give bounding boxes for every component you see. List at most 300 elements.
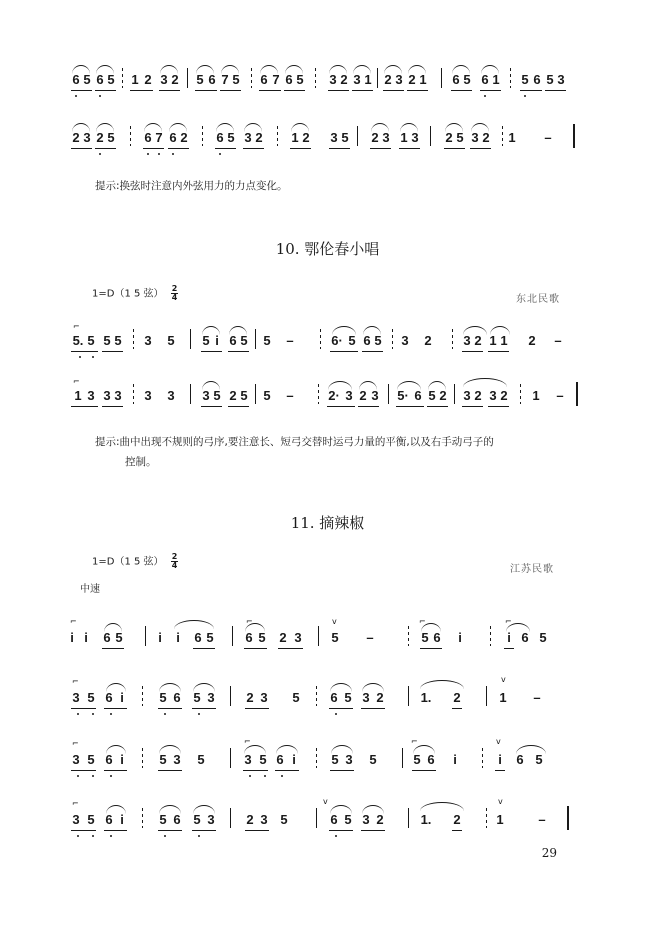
note: 6	[144, 130, 152, 145]
beam-underline	[244, 648, 267, 649]
beam-underline	[220, 90, 241, 91]
slur	[408, 65, 426, 74]
slur	[106, 683, 126, 692]
bar-line	[255, 329, 256, 349]
note: 2	[384, 72, 392, 87]
note: 5	[87, 812, 95, 827]
slur	[463, 378, 507, 387]
low-octave-dot	[99, 153, 101, 155]
slur	[331, 745, 353, 754]
low-octave-dot	[164, 713, 166, 715]
low-octave-dot	[77, 835, 79, 837]
note: 5	[159, 752, 167, 767]
note: 2	[482, 130, 490, 145]
beam-underline	[327, 406, 355, 407]
bar-line	[486, 686, 487, 706]
low-octave-dot	[524, 95, 526, 97]
beam-underline	[245, 708, 269, 709]
bar-line	[133, 329, 134, 349]
beam-underline	[95, 90, 116, 91]
slur	[291, 123, 309, 132]
note: 3	[87, 388, 95, 403]
low-octave-dot	[75, 95, 77, 97]
beam-underline	[444, 148, 465, 149]
bar-line	[377, 68, 378, 88]
note: 5	[539, 630, 547, 645]
bar-line	[232, 626, 233, 646]
note: –	[554, 333, 562, 348]
slur	[330, 683, 352, 692]
bar-line	[430, 126, 431, 146]
bar-line	[230, 686, 231, 706]
note: 6	[216, 130, 224, 145]
slur	[329, 65, 347, 74]
note: 5	[83, 72, 91, 87]
note: –	[533, 690, 541, 705]
note: 5	[193, 812, 201, 827]
bar-line	[482, 748, 483, 768]
note: 6	[285, 72, 293, 87]
note: 3	[72, 690, 80, 705]
low-octave-dot	[110, 775, 112, 777]
note: 3	[244, 752, 252, 767]
note: 5	[107, 130, 115, 145]
bar-line	[315, 68, 316, 88]
bowing-mark: ⌐	[246, 617, 253, 626]
final-bar-line	[567, 806, 569, 830]
slur	[400, 123, 418, 132]
beam-underline	[480, 90, 501, 91]
note: 6	[103, 630, 111, 645]
bar-line	[318, 384, 319, 404]
beam-underline	[488, 351, 509, 352]
beam-underline	[71, 770, 96, 771]
note: i	[158, 630, 162, 645]
slur	[144, 123, 162, 132]
note: i	[292, 752, 296, 767]
bowing-mark: ⌐	[72, 799, 79, 808]
bar-line	[318, 626, 319, 646]
beam-underline	[504, 648, 514, 649]
slur	[216, 123, 234, 132]
song-title: 11. 摘辣椒	[290, 514, 365, 532]
note: 6	[105, 690, 113, 705]
slur	[169, 123, 187, 132]
low-octave-dot	[147, 153, 149, 155]
beam-underline	[228, 351, 249, 352]
slur	[244, 123, 262, 132]
beam-underline	[330, 351, 358, 352]
note: 3	[329, 72, 337, 87]
beam-underline	[488, 406, 509, 407]
slur	[196, 65, 214, 74]
beam-underline	[158, 708, 182, 709]
bar-line	[230, 748, 231, 768]
note: 2	[180, 130, 188, 145]
note: 3	[202, 388, 210, 403]
slur	[229, 326, 247, 335]
note: 2	[302, 130, 310, 145]
bowing-mark: ⌐	[70, 617, 77, 626]
note: 3	[557, 72, 565, 87]
note: –	[286, 333, 294, 348]
note: 5	[115, 630, 123, 645]
note: 3	[382, 130, 390, 145]
bar-line	[187, 68, 188, 88]
low-octave-dot	[77, 775, 79, 777]
beam-underline	[168, 148, 189, 149]
up-bow-mark: v	[501, 675, 506, 684]
beam-underline	[215, 148, 236, 149]
bar-line	[142, 808, 143, 828]
note: 1	[419, 72, 427, 87]
note: 6	[481, 72, 489, 87]
bar-line	[142, 748, 143, 768]
beam-underline	[330, 770, 354, 771]
note: i	[453, 752, 457, 767]
slur	[362, 683, 384, 692]
score-line-7	[70, 737, 590, 782]
note: –	[538, 812, 546, 827]
beam-underline	[243, 148, 264, 149]
up-bow-mark: v	[498, 797, 503, 806]
beam-underline	[278, 648, 303, 649]
low-octave-dot	[99, 95, 101, 97]
note: 3	[72, 812, 80, 827]
note: 2	[453, 690, 461, 705]
hint-line: 提示:曲中出现不规则的弓序,要注意长、短弓交替时运弓力量的平衡,以及右手动弓子的	[95, 436, 494, 448]
note: 3	[207, 812, 215, 827]
bar-line	[316, 748, 317, 768]
beam-underline	[143, 148, 164, 149]
note: 1	[499, 690, 507, 705]
note: 6	[414, 388, 422, 403]
slur	[359, 381, 377, 390]
bowing-mark: ⌐	[73, 322, 80, 331]
slur	[332, 326, 356, 335]
slur	[202, 381, 220, 390]
up-bow-mark: v	[332, 617, 337, 626]
note: 2	[359, 388, 367, 403]
low-octave-dot	[172, 153, 174, 155]
note: 6·	[331, 333, 343, 348]
low-octave-dot	[92, 713, 94, 715]
slur	[428, 381, 446, 390]
score-line-3	[70, 323, 590, 363]
bar-line	[277, 126, 278, 146]
note: 6	[194, 630, 202, 645]
note: 3	[371, 388, 379, 403]
slur	[490, 326, 510, 335]
note: 5	[331, 630, 339, 645]
note: 5	[206, 630, 214, 645]
note: 5	[546, 72, 554, 87]
slur	[244, 745, 266, 754]
note: 5	[107, 72, 115, 87]
slur	[463, 326, 487, 335]
slur	[397, 381, 421, 390]
note: 3	[83, 130, 91, 145]
note: i	[120, 752, 124, 767]
beam-underline	[462, 406, 483, 407]
low-octave-dot	[264, 775, 266, 777]
note: 2	[408, 72, 416, 87]
note: 2	[255, 130, 263, 145]
note: 5	[263, 333, 271, 348]
beam-underline	[71, 351, 98, 352]
note: 3	[160, 72, 168, 87]
beam-underline	[495, 770, 505, 771]
beam-underline	[427, 406, 448, 407]
beam-underline	[71, 148, 92, 149]
note: 5	[374, 333, 382, 348]
score-line-5	[70, 617, 590, 660]
note: 2	[246, 690, 254, 705]
beam-underline	[228, 406, 249, 407]
note: 1	[291, 130, 299, 145]
low-octave-dot	[484, 95, 486, 97]
bar-line	[255, 384, 256, 404]
note: 3	[260, 812, 268, 827]
slur	[202, 326, 220, 335]
note: 2	[445, 130, 453, 145]
note: 6	[330, 690, 338, 705]
note: 2	[96, 130, 104, 145]
note: 5	[421, 630, 429, 645]
beam-underline	[192, 830, 216, 831]
note: 5	[292, 690, 300, 705]
score-line-6	[70, 675, 590, 720]
slur	[481, 65, 499, 74]
beam-underline	[358, 406, 379, 407]
final-bar-line	[573, 124, 575, 148]
bar-line	[441, 68, 442, 88]
slur	[363, 326, 381, 335]
bar-line	[490, 626, 491, 646]
note: 6	[208, 72, 216, 87]
note: 6	[169, 130, 177, 145]
beam-underline	[470, 148, 491, 149]
note: 3	[362, 690, 370, 705]
note: i	[176, 630, 180, 645]
low-octave-dot	[281, 775, 283, 777]
time-signature	[171, 285, 179, 302]
note: 6	[72, 72, 80, 87]
hint-text	[95, 432, 585, 472]
bar-line	[408, 686, 409, 706]
bar-line	[190, 329, 191, 349]
note: 2	[229, 388, 237, 403]
bar-line	[402, 748, 403, 768]
beam-underline	[520, 90, 542, 91]
slur	[353, 65, 371, 74]
beam-underline	[361, 830, 385, 831]
beam-underline	[462, 351, 483, 352]
note: 1	[74, 388, 82, 403]
beam-underline	[399, 148, 420, 149]
note: 3	[72, 752, 80, 767]
note: 5	[227, 130, 235, 145]
beam-underline	[352, 90, 373, 91]
beam-underline	[245, 830, 269, 831]
beam-underline	[71, 90, 92, 91]
note: 2	[424, 333, 432, 348]
beam-underline	[452, 708, 462, 709]
slur	[174, 620, 214, 629]
note: 5	[521, 72, 529, 87]
beam-underline	[102, 648, 124, 649]
key-signature	[92, 553, 178, 570]
note: 5	[259, 752, 267, 767]
beam-underline	[95, 148, 116, 149]
note: 1	[400, 130, 408, 145]
slur	[516, 745, 546, 754]
note: 7	[221, 72, 229, 87]
note: 5	[193, 690, 201, 705]
slur	[159, 805, 181, 814]
note: –	[286, 388, 294, 403]
final-bar-line	[576, 382, 578, 406]
note: 3	[489, 388, 497, 403]
note: 1.	[420, 812, 432, 827]
bar-line	[510, 68, 511, 88]
note: 3	[345, 388, 353, 403]
note: 2	[376, 690, 384, 705]
score-line-8	[70, 797, 590, 842]
beam-underline	[328, 90, 349, 91]
low-octave-dot	[164, 835, 166, 837]
note: 6	[427, 752, 435, 767]
note: 5.	[72, 333, 84, 348]
note: 5	[344, 812, 352, 827]
note: i	[498, 752, 502, 767]
up-bow-mark: v	[496, 737, 501, 746]
low-octave-dot	[110, 835, 112, 837]
bar-line	[392, 329, 393, 349]
note: 1	[489, 333, 497, 348]
low-octave-dot	[92, 356, 94, 358]
note: 6	[363, 333, 371, 348]
bar-line	[408, 808, 409, 828]
note: 1	[496, 812, 504, 827]
note: 5	[428, 388, 436, 403]
beam-underline	[192, 708, 216, 709]
note: 3	[401, 333, 409, 348]
slur	[276, 745, 298, 754]
score-line-1	[70, 62, 590, 102]
slur	[471, 123, 489, 132]
slur	[328, 381, 352, 390]
note: 3	[173, 752, 181, 767]
key-text: 1=D（1 5 弦）	[92, 288, 164, 300]
note: 5	[331, 752, 339, 767]
note: i	[215, 333, 219, 348]
beam-underline	[420, 648, 442, 649]
bowing-mark: ⌐	[419, 617, 426, 626]
up-bow-mark: v	[323, 797, 328, 806]
note: 3	[353, 72, 361, 87]
time-numerator: 2	[171, 284, 178, 293]
note: 2	[144, 72, 152, 87]
note: 2	[72, 130, 80, 145]
time-signature	[171, 553, 179, 570]
bar-line	[388, 384, 389, 404]
bar-line	[320, 329, 321, 349]
beam-underline	[243, 770, 268, 771]
beam-underline	[452, 830, 462, 831]
note: 5	[103, 333, 111, 348]
note: 3	[463, 388, 471, 403]
note: 3	[144, 333, 152, 348]
note: 3	[207, 690, 215, 705]
low-octave-dot	[335, 835, 337, 837]
note: i	[120, 812, 124, 827]
note: 5	[263, 388, 271, 403]
note: 6	[173, 812, 181, 827]
slur	[371, 123, 389, 132]
note: 3	[114, 388, 122, 403]
beam-underline	[201, 351, 222, 352]
note: 3	[411, 130, 419, 145]
slur	[193, 805, 215, 814]
note: 6	[516, 752, 524, 767]
low-octave-dot	[158, 153, 160, 155]
beam-underline	[451, 90, 472, 91]
note: 5	[463, 72, 471, 87]
note: 1	[131, 72, 139, 87]
note: 5	[114, 333, 122, 348]
bar-line	[454, 384, 455, 404]
note: 3	[144, 388, 152, 403]
note: 6	[433, 630, 441, 645]
note: 5	[232, 72, 240, 87]
bowing-mark: ⌐	[72, 739, 79, 748]
note: 2	[500, 388, 508, 403]
beam-underline	[329, 708, 353, 709]
bar-line	[142, 686, 143, 706]
slur	[96, 65, 114, 74]
slur	[159, 745, 181, 754]
note: 6	[452, 72, 460, 87]
slur	[106, 805, 126, 814]
page-number: 29	[541, 846, 557, 860]
note: 1	[508, 130, 516, 145]
slur	[159, 683, 181, 692]
note: 2	[474, 388, 482, 403]
note: i	[458, 630, 462, 645]
slur	[384, 65, 402, 74]
song-title: 10. 鄂伦春小唱	[275, 240, 380, 258]
slur	[445, 123, 463, 132]
note: 6	[260, 72, 268, 87]
note: 6	[105, 812, 113, 827]
beam-underline	[104, 708, 127, 709]
low-octave-dot	[110, 713, 112, 715]
note: 5	[348, 333, 356, 348]
note: 6	[276, 752, 284, 767]
beam-underline	[370, 148, 391, 149]
beam-underline	[284, 90, 305, 91]
note: 3	[395, 72, 403, 87]
bar-line	[316, 808, 317, 828]
note: 5	[87, 333, 95, 348]
bar-line	[190, 384, 191, 404]
note: 2	[453, 812, 461, 827]
slur	[452, 65, 470, 74]
slur	[193, 683, 215, 692]
note: 6	[173, 690, 181, 705]
low-octave-dot	[198, 713, 200, 715]
